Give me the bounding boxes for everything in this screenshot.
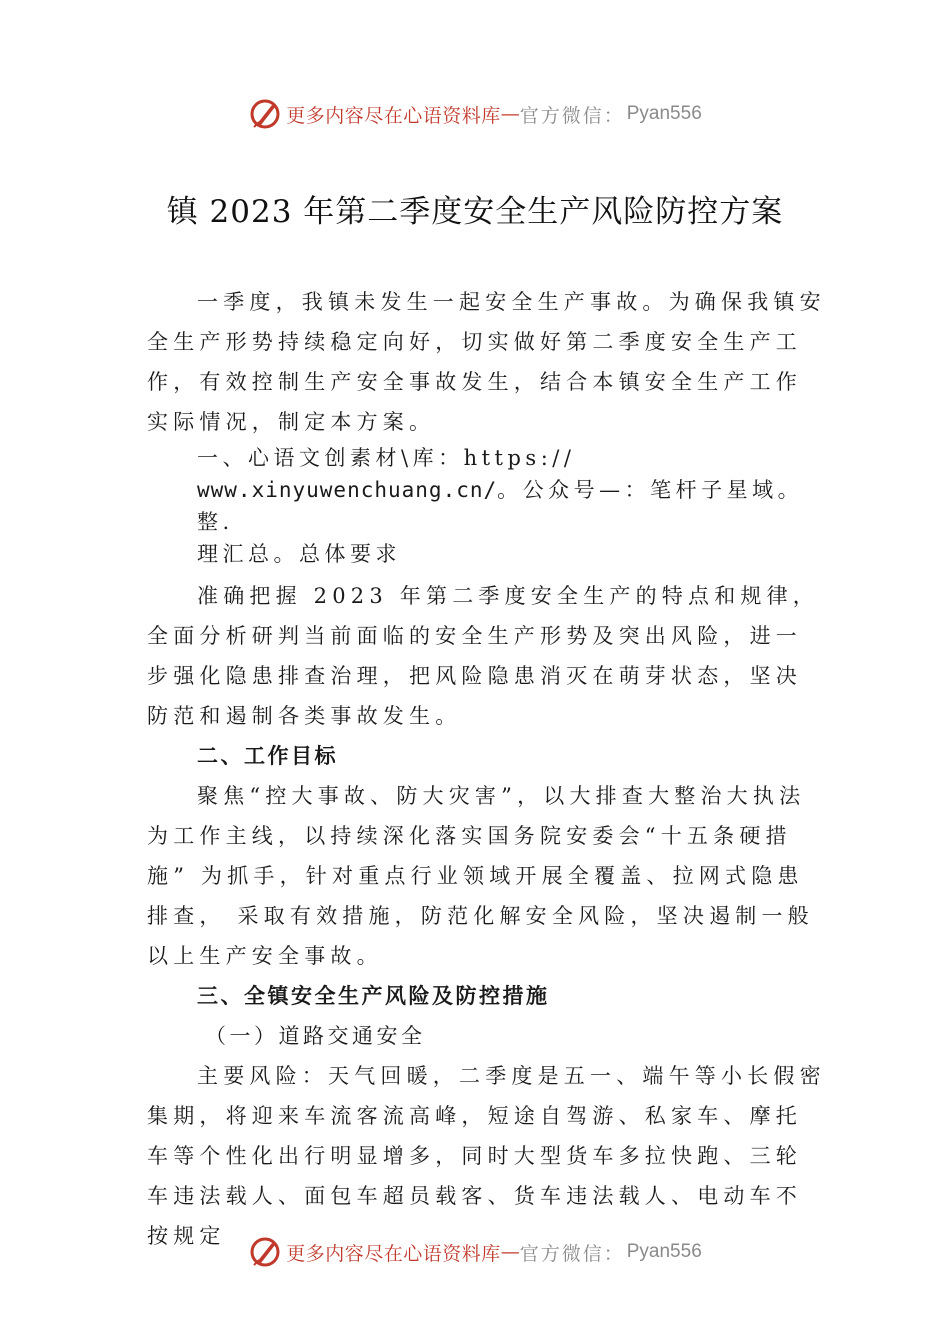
section2-heading: 二、工作目标 — [197, 744, 338, 768]
section1-wechat-text: 。公众号—：笔杆子星域。整. — [197, 478, 804, 534]
banner-wechat-label: 官方微信： — [519, 1242, 625, 1265]
banner-wechat-handle: Pyan556 — [626, 1241, 702, 1262]
banner-wechat-label: 官方微信： — [519, 104, 625, 127]
banner-dash: — — [500, 103, 520, 125]
quill-pen-logo-icon — [248, 97, 282, 131]
document-title: 镇 2023 年第二季度安全生产风险防控方案 — [166, 194, 784, 230]
section3-heading: 三、全镇安全生产风险及防控措施 — [197, 984, 550, 1008]
banner-dash: — — [500, 1241, 520, 1263]
footer-banner — [0, 1232, 950, 1272]
general-requirements-paragraph: 准确把握 2023 年第二季度安全生产的特点和规律，全面分析研判当前面临的安全生产形势及突出风险，进一步强化隐患排查治理，把风险隐患消灭在萌芽状态，坚决防范和遏制各类事故发生。 — [147, 584, 819, 728]
road-traffic-subheading: （一）道路交通安全 — [205, 1024, 426, 1048]
banner-library-text: 更多内容尽在心语资料库 — [286, 104, 501, 127]
banner-wechat-handle: Pyan556 — [626, 103, 702, 124]
work-goal-paragraph: 聚焦“控大事故、防大灾害”，以大排查大整治大执法为工作主线，以持续深化落实国务院安委会“十五条硬措施” 为抓手，针对重点行业领域开展全覆盖、拉网式隐患排查， 采取有效措施，防范化解安全风险，坚决遏制一般以上生产安全事故。 — [147, 784, 814, 968]
website-link[interactable]: www.xinyuwenchuang.cn/ — [197, 478, 498, 502]
section1-url-line — [147, 474, 827, 538]
header-banner — [0, 94, 950, 134]
section1-line: 一、心语文创素材\库：https:// — [197, 446, 576, 470]
section1-heading-tail: 理汇总。总体要求 — [197, 542, 401, 566]
document-body — [147, 282, 827, 1256]
banner-library-text: 更多内容尽在心语资料库 — [286, 1242, 501, 1265]
quill-pen-logo-icon — [248, 1235, 282, 1269]
intro-paragraph: 一季度，我镇未发生一起安全生产事故。为确保我镇安全生产形势持续稳定向好，切实做好第二季度安全生产工作，有效控制生产安全事故发生，结合本镇安全生产工作实际情况，制定本方案。 — [147, 290, 826, 434]
main-risk-paragraph: 主要风险：天气回暖，二季度是五一、端午等小长假密集期，将迎来车流客流高峰，短途自驾游、私家车、摩托车等个性化出行明显增多，同时大型货车多拉快跑、三轮车违法载人、面包车超员载客、货车违法载人、电动车不按规定 — [147, 1064, 826, 1248]
